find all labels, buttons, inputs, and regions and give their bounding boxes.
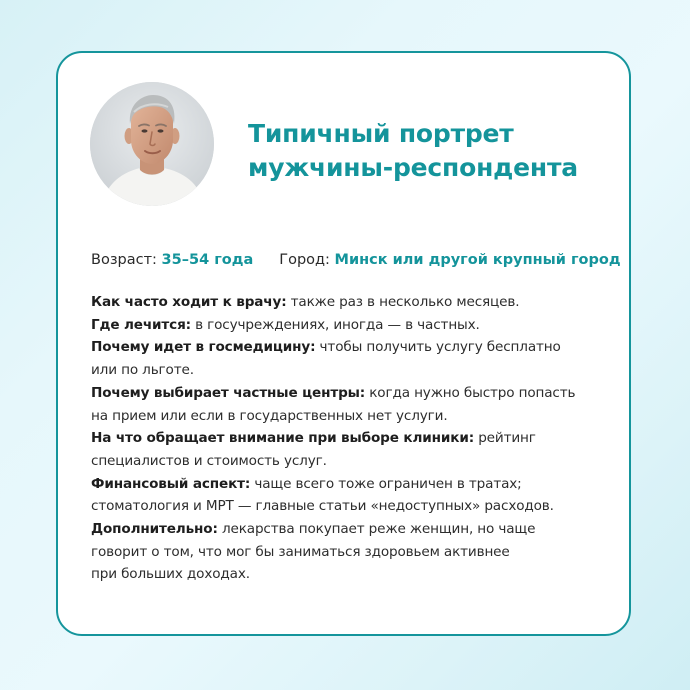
fact-text: также раз в несколько месяцев. bbox=[290, 294, 520, 310]
fact-item bbox=[91, 291, 611, 314]
fact-item bbox=[91, 473, 611, 518]
fact-item bbox=[91, 336, 611, 381]
fact-label: Почему выбирает частные центры: bbox=[91, 384, 366, 401]
fact-label: Почему идет в госмедицину: bbox=[91, 339, 316, 356]
fact-label: На что обращает внимание при выборе клиники: bbox=[91, 430, 475, 447]
card-title bbox=[248, 117, 618, 185]
respondent-card bbox=[56, 51, 631, 636]
fact-text: в госучреждениях, иногда — в частных. bbox=[195, 316, 480, 333]
fact-item bbox=[91, 518, 611, 586]
fact-item bbox=[91, 427, 611, 472]
man-portrait-icon bbox=[90, 82, 214, 206]
respondent-meta bbox=[91, 250, 621, 270]
fact-item bbox=[91, 314, 611, 337]
fact-text: когда нужно быстро попасть bbox=[369, 384, 576, 401]
fact-text-cont: на прием или если в государственных нет услуги. bbox=[91, 407, 448, 424]
fact-label: Как часто ходит к врачу: bbox=[91, 294, 287, 310]
city-label: Город: bbox=[279, 252, 330, 268]
card-title-line-1: Типичный портрет bbox=[248, 119, 514, 148]
fact-text-cont: при больших доходах. bbox=[91, 566, 250, 583]
fact-text-cont: говорит о том, что мог бы заниматься здоровьем активнее bbox=[91, 543, 510, 560]
fact-label: Финансовый аспект: bbox=[91, 475, 251, 492]
facts-list bbox=[91, 291, 611, 586]
fact-text: чтобы получить услугу бесплатно bbox=[319, 339, 561, 356]
age-label: Возраст: bbox=[91, 252, 157, 268]
fact-text: чаще всего тоже ограничен в тратах; bbox=[254, 475, 522, 492]
fact-text: рейтинг bbox=[478, 430, 536, 447]
fact-text-cont: стоматология и МРТ — главные статьи «недоступных» расходов. bbox=[91, 498, 554, 515]
fact-text-cont: специалистов и стоимость услуг. bbox=[91, 452, 327, 469]
respondent-photo bbox=[90, 82, 214, 206]
fact-label: Дополнительно: bbox=[91, 521, 218, 538]
card-title-line-2: мужчины-респондента bbox=[248, 153, 578, 182]
fact-text-cont: или по льготе. bbox=[91, 362, 194, 379]
fact-label: Где лечится: bbox=[91, 316, 191, 333]
fact-item bbox=[91, 382, 611, 427]
age-value: 35–54 года bbox=[161, 252, 254, 268]
fact-text: лекарства покупает реже женщин, но чаще bbox=[221, 521, 536, 538]
city-value: Минск или другой крупный город bbox=[334, 252, 621, 268]
